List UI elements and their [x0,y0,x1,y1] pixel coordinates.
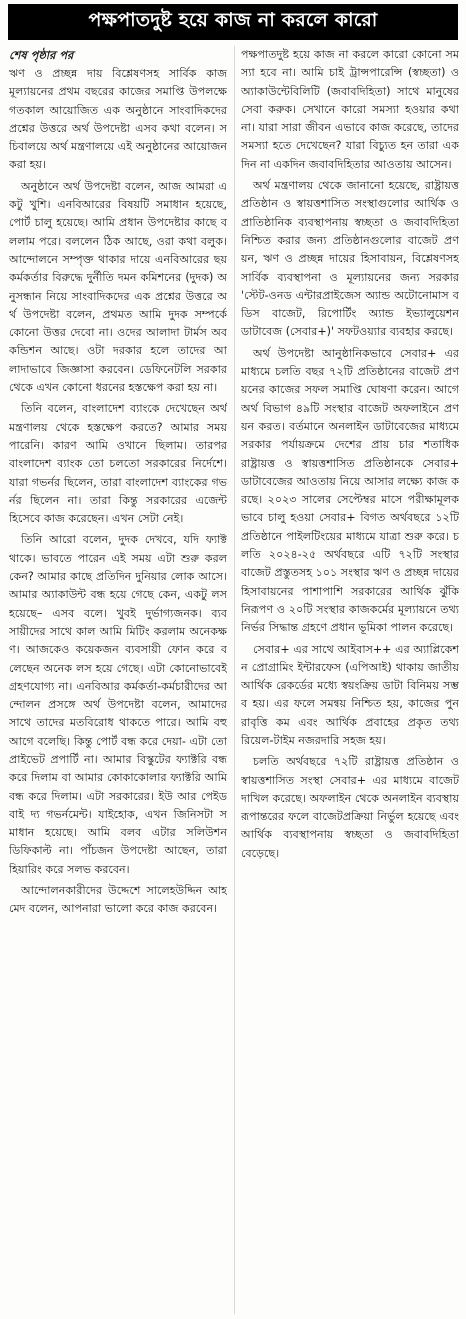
article-body [9,46,459,1314]
right-paragraph-3: অর্থ উপদেষ্টা আনুষ্ঠানিকভাবে সেবার+ এর মাধ্যমে চলতি বছর ৭২টি প্রতিষ্ঠানের বাজেট প্রণয়নের কাজের সফল সমাপ্তি ঘোষণা করেন। আগে অর্থ বিভাগ ৪৯টি সংস্থার বাজেট অফলাইনে প্রণয়ন করত। বর্তমানে অনলাইন ডাটাবেজের মাধ্যমে সরকার পর্যায়ক্রমে দেশের প্রায় চার শতাধিক রাষ্ট্রায়ত্ত ও স্বায়ত্তশাসিত প্রতিষ্ঠানকে সেবার+ ডাটাবেজের আওতায় নিয়ে আসার লক্ষ্যে কাজ করছে। ২০২৩ সালের সেপ্টেম্বর মাসে পরীক্ষামূলকভাবে চালু হওয়া সেবার+ বিগত অর্থবছরে ১২টি প্রতিষ্ঠানে পাইলটিংয়ের মাধ্যমে যাত্রা শুরু করে। চলতি ২০২৪-২৫ অর্থবছরে এটি ৭২টি সংস্থার বাজেট প্রস্তুতসহ ১০১ সংস্থার ঋণ ও প্রচ্ছন্ন দায়ের হিসাবায়নের পাশাপাশি সরকারের আর্থিক ঝুঁকি নিরূপণ ও ২০টি সংস্থার কাজকর্মের মূল্যায়নে তথ্যনির্ভর সিদ্ধান্ত গ্রহণে প্রধান ভূমিকা পালন করেছে। [241,346,459,635]
headline: পক্ষপাতদুষ্ট হয়ে কাজ না করলে কারো [88,9,378,31]
left-column [9,46,227,1314]
continuation-label: শেষ পৃষ্ঠার পর [9,48,74,62]
left-paragraph-4: তিনি আরো বলেন, দুদক দেখবে, যদি ফ্যাক্ট থাকে। ভাবতে পারেন এই সময় এটা শুরু করল কেন? আমার কাছে প্রতিদিন দুনিয়ার লোক আসে। আমার অ্যাকাউন্ট বন্ধ হয়ে গেছে কেন, একটু লস হয়েছে– এসব বলে। খুবই দুর্ভাগ্যজনক। ব্যবসায়ীদের সাথে কাল আমি মিটিং করলাম অনেকক্ষণ। আজকেও কয়েকজন ব্যবসায়ী ফোন করে বলেছেন অনেক লস হয়ে গেছে। এটা কোনোভাবেই গ্রহণযোগ্য না। এনবিআর কর্মকর্তা-কর্মচারীদের আন্দোলন প্রসঙ্গে অর্থ উপদেষ্টা বলেন, আমাদের সাথে তাদের মতবিরোধ থাকতে পারে। আমি বহু আগে বলেছি। কিন্তু পোর্ট বন্ধ করে দেয়া- এটা তো প্রাইভেট প্রপার্টি না। আমার বিস্কুটের ফ্যাক্টরি বন্ধ করে দিলাম বা আমার কোকাকোলার ফ্যাক্টরি আমি বন্ধ করে দিলাম। এটা সরকারের। ইউ আর পেইড বাই দ্য গভর্নমেন্ট। যাইহোক, এখন জিনিসটা সমাধান হয়েছে। আমি বলব এটার সলিউশন ডিফিকাল্ট না। পাঁচজন উপদেষ্টা আছেন, তারা হিয়ারিং করে সলভ করবেন। [9,533,227,876]
right-column [241,46,459,1314]
right-paragraph-4: সেবার+ এর সাথে আইবাস++ এর অ্যাপ্লিকেশন প্রোগ্রামিং ইন্টারফেস (এপিআই) থাকায় জাতীয় আর্থিক রেকর্ডের মধ্যে স্বয়ংক্রিয় ডাটা বিনিময় সম্ভব হয়। এর ফলে সমন্বয় নিশ্চিত হয়, কাজের পুনরাবৃত্তি কম এবং আর্থিক প্রবাহের প্রকৃত তথ্য রিয়েল-টাইম নজরদারি সহজ হয়। [241,642,459,747]
right-paragraph-5: চলতি অর্থবছরে ৭২টি রাষ্ট্রায়ত্ত প্রতিষ্ঠান ও স্বায়ত্তশাসিত সংস্থা সেবার+ এর মাধ্যমে বাজেট দাখিল করেছে। অফলাইন থেকে অনলাইন ব্যবস্থায় রূপান্তরের ফলে বাজেটপ্রক্রিয়া নির্ভুল হয়েছে এবং আর্থিক ব্যবস্থাপনায় স্বচ্ছতা ও জবাবদিহিতা বেড়েছে। [241,755,459,860]
left-paragraph-1: ঋণ ও প্রচ্ছন্ন দায় বিশ্লেষণসহ সার্বিক কাজ মূল্যায়নের প্রথম বছরের কাজের সমাপ্তি উপলক্ষে গতকাল আয়োজিত এক অনুষ্ঠানে সাংবাদিকদের প্রশ্নের উত্তরে অর্থ উপদেষ্টা এসব কথা বলেন। সচিবালয়ে অর্থ মন্ত্রণালয়ে এই অনুষ্ঠানের আয়োজন করা হয়। [9,67,227,172]
right-paragraph-2: অর্থ মন্ত্রণালয় থেকে জানানো হয়েছে, রাষ্ট্রায়ত্ত প্রতিষ্ঠান ও স্বায়ত্তশাসিত সংস্থাগুলোর আর্থিক ও প্রাতিষ্ঠানিক ব্যবস্থাপনায় স্বচ্ছতা ও জবাবদিহিতা নিশ্চিত করার জন্য প্রতিষ্ঠানগুলোর বাজেট প্রণয়ন, ঋণ ও প্রচ্ছন্ন দায়ের হিসাবায়ন, বিশ্লেষণসহ সার্বিক ব্যবস্থাপনা ও মূল্যায়নের জন্য সরকার 'স্টেট-ওনড এন্টারপ্রাইজেস অ্যান্ড অটোনোমাস বডিস বাজেট, রিপোর্টিং অ্যান্ড ইভ্যালুয়েশন ডাটাবেজ (সেবার+)' সফটওয়্যার ব্যবহার করছে। [241,179,459,339]
right-paragraph-1: পক্ষপাতদুষ্ট হয়ে কাজ না করলে কারো কোনো সমস্যা হবে না। আমি চাই ট্রান্সপারেন্সি (স্বচ্ছতা) ও অ্যাকাউন্টেবিলিটি (জবাবদিহিতা) সাথে মানুষের সেবা করুক। সেখানে কারো সমস্যা হওয়ার কথা না। যারা সারা জীবন এভাবে কাজ করেছে, তাদের সমস্যা হতে দেখেছেন? যারা বিচ্যুত হন তারা একদিন না একদিন জবাবদিহিতার আওতায় আসেন। [241,48,459,171]
column-divider [234,46,235,1314]
left-paragraph-5: আন্দোলনকারীদের উদ্দেশে সালেহউদ্দিন আহমেদ বলেন, আপনারা ভালো করে কাজ করবেন। [9,884,227,916]
left-paragraph-2: অনুষ্ঠানে অর্থ উপদেষ্টা বলেন, আজ আমরা একটু খুশি। এনবিআরের বিষয়টি সমাধান হয়েছে, পোর্ট চালু হয়েছে। আমি প্রধান উপদেষ্টার কাছে বললাম পরে। বললেন ঠিক আছে, ওরা কথা বলুক। আন্দোলনে সম্পৃক্ত থাকার দায়ে এনবিআরের ছয় কর্মকর্তার বিরুদ্ধে দুর্নীতি দমন কমিশনের (দুদক) অনুসন্ধান নিয়ে সাংবাদিকদের এক প্রশ্নের উত্তরে অর্থ উপদেষ্টা বলেন, প্রথমত আমি দুদক সম্পর্কে কোনো উত্তর দেবো না। ওদের আলাদা টার্মস অব কন্ডিশন আছে। ওটা দরকার হলে তাদের আলাদাভাবে জিজ্ঞাসা করবেন। ডেফিনেটলি সরকার থেকে এখন কোনো ধরনের হস্তক্ষেপ করা হয় না। [9,179,227,395]
left-paragraph-3: তিনি বলেন, বাংলাদেশ ব্যাংকে দেখেছেন অর্থ মন্ত্রণালয় থেকে হস্তক্ষেপ করতে? আমার সময় পারেনি। কারণ আমি ওখানে ছিলাম। তারপর বাংলাদেশ ব্যাংক তো চলতো সরকারের নির্দেশে। যারা গভর্নর ছিলেন, তারা বাংলাদেশ ব্যাংকের গভর্নর ছিলেন না। তারা কিন্তু সরকারের এজেন্ট হিসেবে কাজ করেছেন। এখন সেটা নেই। [9,402,227,526]
headline-banner [8,4,458,40]
